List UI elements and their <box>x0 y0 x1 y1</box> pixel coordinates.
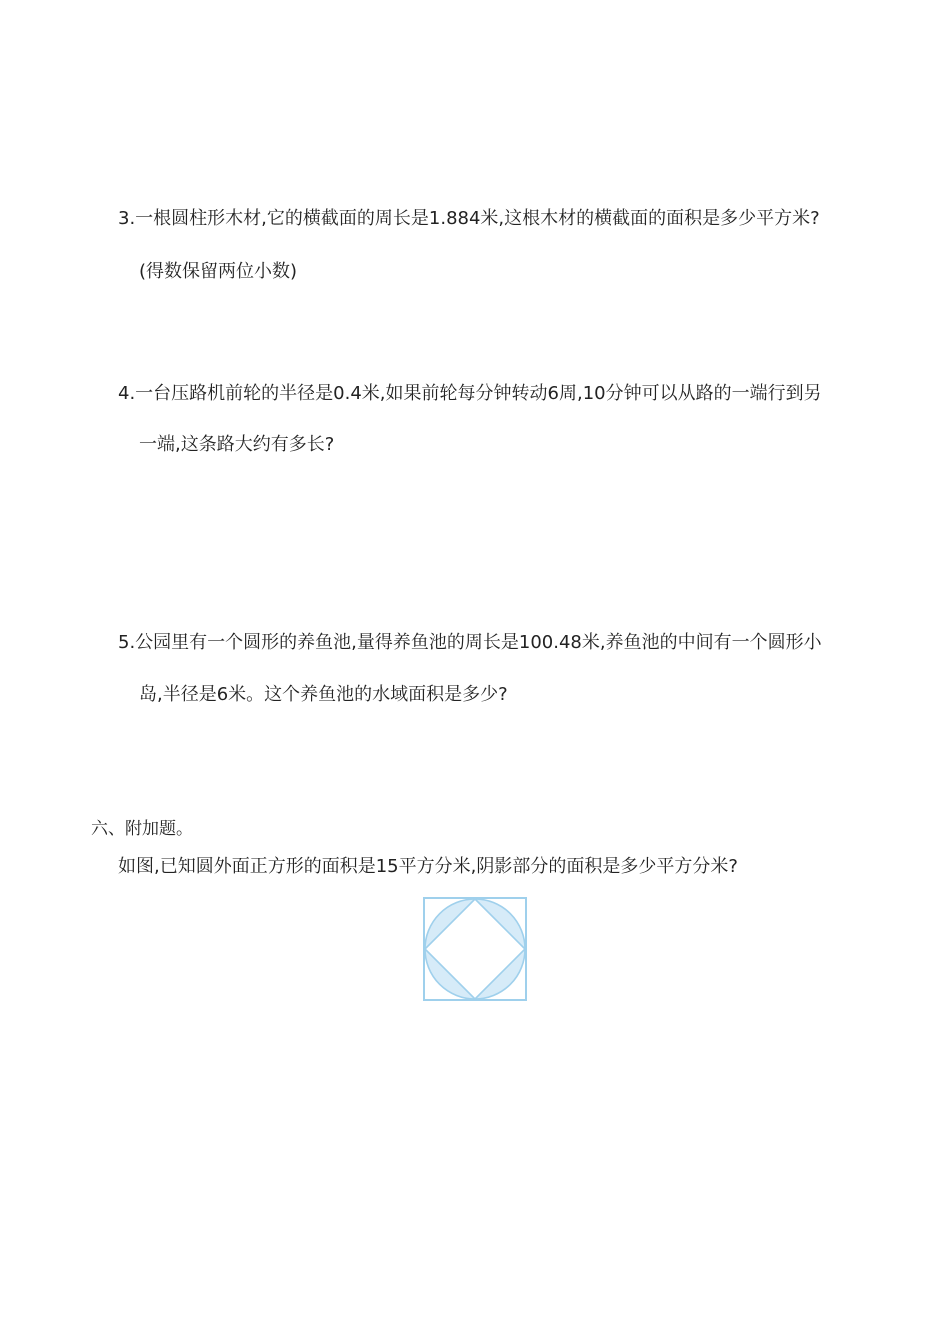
section-heading: 六、附加题。 <box>91 819 193 839</box>
square-circle-figure <box>423 897 527 1001</box>
question-5-line-2: 岛,半径是6米。这个养鱼池的水域面积是多少? <box>139 684 508 705</box>
question-3-line-2: (得数保留两位小数) <box>139 261 298 282</box>
bonus-problem-text: 如图,已知圆外面正方形的面积是15平方分米,阴影部分的面积是多少平方分米? <box>118 856 738 877</box>
question-5-line-1: 5.公园里有一个圆形的养鱼池,量得养鱼池的周长是100.48米,养鱼池的中间有一个圆形小 <box>118 632 822 653</box>
question-3-line-1: 3.一根圆柱形木材,它的横截面的周长是1.884米,这根木材的横截面的面积是多少平方米? <box>118 208 820 229</box>
question-4-line-1: 4.一台压路机前轮的半径是0.4米,如果前轮每分钟转动6周,10分钟可以从路的一端行到另 <box>118 383 822 404</box>
question-4-line-2: 一端,这条路大约有多长? <box>139 434 335 455</box>
